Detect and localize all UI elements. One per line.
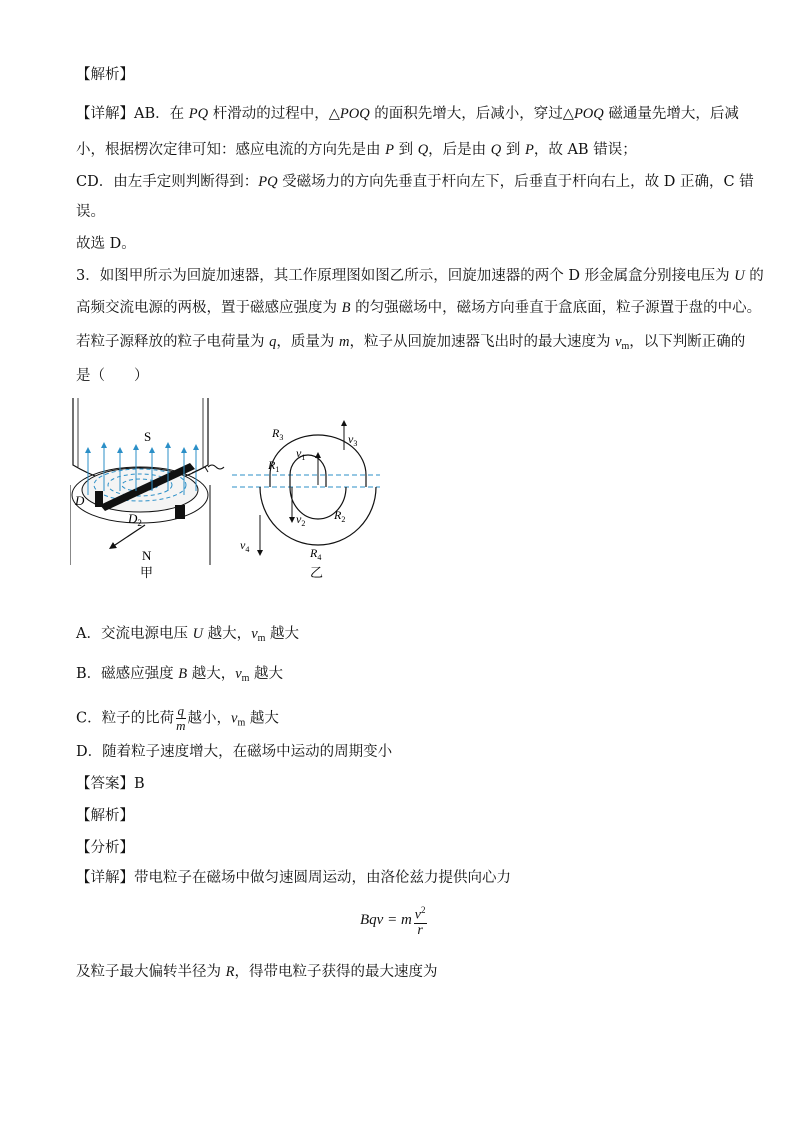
text: B．磁感应强度 <box>76 666 179 682</box>
text: ，故 AB 错误； <box>533 142 637 158</box>
var-P: P <box>524 142 534 158</box>
text: ，质量为 <box>276 334 339 350</box>
var-v: v <box>251 626 258 642</box>
label-v4 <box>240 538 249 554</box>
label-v3-sub: 3 <box>353 439 358 448</box>
label-v4-sub: 4 <box>245 545 250 554</box>
question-3-line-1 <box>76 266 764 286</box>
text: 磁通量先增大，后减 <box>603 106 739 122</box>
label-v3-main: v <box>348 432 354 446</box>
text: 3．如图甲所示为回旋加速器，其工作原理图如图乙所示，回旋加速器的两个 D 形金属盒分别接电压为 <box>76 268 735 284</box>
text: 越大， <box>203 626 252 642</box>
detail-paragraph-line-2 <box>76 140 637 160</box>
text: 高频交流电源的两极，置于磁感应强度为 <box>76 300 342 316</box>
formula-numerator <box>414 903 427 924</box>
formula-sup: 2 <box>421 905 426 915</box>
var-v: v <box>235 666 242 682</box>
label-R1 <box>267 458 279 474</box>
label-R2-sub: 2 <box>341 515 346 524</box>
var-PQ: PQ <box>258 174 278 190</box>
label-D1: D <box>75 493 85 508</box>
var-Q: Q <box>417 142 429 158</box>
label-R3-main: R <box>272 426 280 440</box>
var-v: v <box>615 334 622 350</box>
formula-lorentz <box>360 903 429 938</box>
numerator: q <box>177 703 185 718</box>
question-3-line-3 <box>76 332 745 357</box>
label-R1-main: R <box>268 458 276 472</box>
var-m: m <box>338 334 350 350</box>
label-yi: 乙 <box>310 566 324 581</box>
text: ，后是由 <box>428 142 491 158</box>
label-v2-main: v <box>296 512 302 526</box>
choice-line: 故选 D。 <box>76 236 136 252</box>
detail-paragraph-line-1 <box>76 104 739 124</box>
label-v4-main: v <box>240 538 246 552</box>
text: 的 <box>744 268 764 284</box>
var-q: q <box>269 334 277 350</box>
formula-eq: = m <box>383 911 412 928</box>
label-R1-sub: 1 <box>275 465 280 474</box>
label-R3 <box>271 426 283 442</box>
option-B <box>76 664 283 689</box>
fraction-q-over-m <box>176 704 185 733</box>
question-3-line-2 <box>76 298 761 318</box>
label-R3-sub: 3 <box>279 433 284 442</box>
detail-paragraph-line-4: 误。 <box>76 204 105 220</box>
text: A．交流电源电压 <box>76 626 193 642</box>
text: 越大， <box>187 666 236 682</box>
var-B: B <box>178 666 188 682</box>
text: 到 <box>393 142 418 158</box>
formula-denominator: r <box>417 922 423 938</box>
detail-paragraph-line-3 <box>76 172 754 192</box>
label-R4-main: R <box>310 546 318 560</box>
subscript: m <box>257 633 266 644</box>
last-line <box>76 962 437 982</box>
var-U: U <box>734 268 745 284</box>
question-3-line-4: 是（ ） <box>76 368 149 384</box>
var-B: B <box>341 300 351 316</box>
text: 小，根据楞次定律可知：感应电流的方向先是由 <box>76 142 386 158</box>
analysis-label: 【解析】 <box>76 808 134 824</box>
text: C．粒子的比荷 <box>76 710 175 727</box>
subscript: m <box>621 341 630 352</box>
section-label-analysis: 【解析】 <box>76 67 134 83</box>
label-v1 <box>296 446 305 462</box>
var-POQ: POQ <box>573 106 604 122</box>
text: ，得带电粒子获得的最大速度为 <box>234 964 438 980</box>
text: 及粒子最大偏转半径为 <box>76 964 226 980</box>
label-R2-main: R <box>334 508 342 522</box>
label-D2-sub: 2 <box>137 518 142 528</box>
var-Q: Q <box>490 142 502 158</box>
figure-jia <box>70 398 224 581</box>
formula-fraction <box>414 903 427 938</box>
text: ，以下判断正确的 <box>629 334 746 350</box>
cyclotron-figure <box>70 395 390 585</box>
text: 杆滑动的过程中，△ <box>208 106 340 122</box>
text: 受磁场力的方向先垂直于杆向左下，后垂直于杆向右上，故 D 正确，C 错 <box>277 174 754 190</box>
answer-line: 【答案】B <box>76 776 145 792</box>
fenxi-label: 【分析】 <box>76 840 134 856</box>
label-jia: 甲 <box>140 566 154 581</box>
option-D: D．随着粒子速度增大，在磁场中运动的周期变小 <box>76 744 393 760</box>
var-POQ: POQ <box>339 106 370 122</box>
var-R: R <box>225 964 235 980</box>
option-A <box>76 624 299 649</box>
formula-v: v <box>414 907 422 923</box>
var-PQ: PQ <box>188 106 209 122</box>
label-S: S <box>144 429 152 444</box>
label-D2-main: D <box>128 511 138 526</box>
formula-lhs: Bqv <box>360 911 384 928</box>
label-N: N <box>142 548 152 563</box>
label-v1-main: v <box>296 446 302 460</box>
label-D2 <box>127 511 142 528</box>
text: 的匀强磁场中，磁场方向垂直于盒底面，粒子源置于盘的中心。 <box>350 300 762 316</box>
text: 越小， <box>187 710 231 727</box>
text: 到 <box>501 142 525 158</box>
text: 越大 <box>265 626 300 642</box>
text: 若粒子源释放的粒子电荷量为 <box>76 334 270 350</box>
text: CD．由左手定则判断得到： <box>76 174 259 190</box>
var-v: v <box>231 710 238 727</box>
denominator: m <box>176 718 186 733</box>
text: 【详解】AB．在 <box>76 106 189 122</box>
text: 的面积先增大，后减小，穿过△ <box>369 106 574 122</box>
text: 越大 <box>245 710 279 727</box>
label-v1-sub: 1 <box>301 453 306 462</box>
subscript: m <box>237 717 246 729</box>
detail-line: 【详解】带电粒子在磁场中做匀速圆周运动，由洛伦兹力提供向心力 <box>76 870 511 886</box>
label-v3 <box>348 432 357 448</box>
figure-yi <box>232 423 380 581</box>
text: 越大 <box>249 666 284 682</box>
subscript: m <box>241 673 250 684</box>
label-R4 <box>309 546 321 562</box>
label-R2 <box>333 508 345 524</box>
var-P: P <box>385 142 394 158</box>
text: ，粒子从回旋加速器飞出时的最大速度为 <box>349 334 616 350</box>
var-U: U <box>192 626 204 642</box>
option-C <box>76 704 279 734</box>
label-R4-sub: 4 <box>317 553 322 562</box>
label-v2-sub: 2 <box>301 519 306 528</box>
